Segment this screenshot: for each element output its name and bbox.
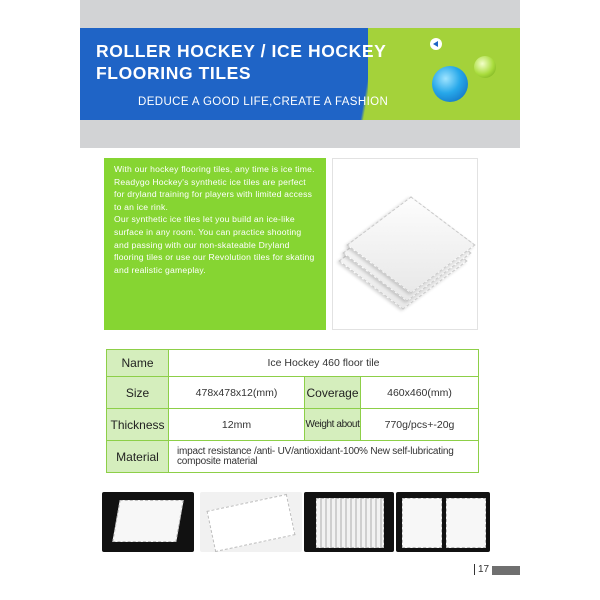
mini-tile [207,494,296,552]
page-number [474,564,518,576]
tile-photo-3 [304,492,394,552]
tile-photo-4 [396,492,490,552]
blue-sphere-icon [432,66,468,102]
material-label: Material [107,441,169,473]
page-title [96,40,416,84]
material-value: impact resistance /anti- UV/antioxidant-100% New self-lubricating composite material [169,441,479,473]
page-subtitle: DEDUCE A GOOD LIFE,CREATE A FASHION [138,96,389,108]
title-line-2: FLOORING TILES [96,63,252,83]
spec-row-thickness [107,409,479,441]
thickness-label: Thickness [107,409,169,441]
mini-tile [446,498,486,548]
coverage-value: 460x460(mm) [361,377,479,409]
weight-label: Weight about [305,409,361,441]
product-photo [332,158,478,330]
description-paragraph-1: With our hockey flooring tiles, any time is ice time. Readygo Hockey's synthetic ice tiles are perfect for dryland training for players with limited access to an ice rink. [114,164,315,212]
name-label: Name [107,350,169,377]
description-paragraph-2: Our synthetic ice tiles let you build an ice-like surface in any room. You can practice shooting and passing with our non-skateable Dryland flooring tiles or use our Revolution tiles for skating and realistic gameplay. [114,214,315,275]
size-label: Size [107,377,169,409]
spec-row-material [107,441,479,473]
name-value: Ice Hockey 460 floor tile [169,350,479,377]
spec-row-size [107,377,479,409]
thickness-value: 12mm [169,409,305,441]
coverage-label: Coverage [305,377,361,409]
mini-tile [112,500,183,542]
spec-table [106,349,479,473]
page-number-text: 17 [474,564,489,575]
tile-photo-1 [102,492,194,552]
weight-value: 770g/pcs+-20g [361,409,479,441]
description-box [104,158,326,330]
size-value: 478x478x12(mm) [169,377,305,409]
back-arrow-icon[interactable] [430,38,442,50]
mini-tile [316,498,384,548]
title-line-1: ROLLER HOCKEY / ICE HOCKEY [96,41,387,61]
page-number-bar [492,566,520,575]
tile-photo-2 [200,492,302,552]
mini-tile [402,498,442,548]
green-sphere-icon [474,56,496,78]
spec-row-name [107,350,479,377]
